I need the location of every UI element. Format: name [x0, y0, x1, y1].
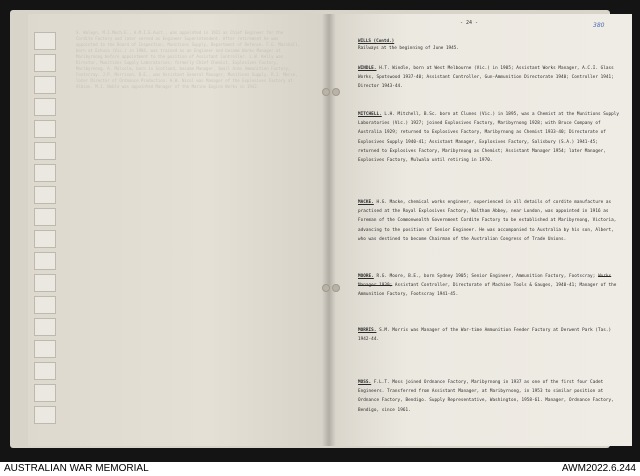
entry-name: MORRIS.	[358, 328, 377, 333]
continuation-header	[358, 38, 598, 52]
entry-name: MACKE.	[358, 200, 374, 205]
page-number: - 24 -	[460, 20, 479, 26]
entry-morris	[358, 326, 620, 344]
index-tab	[34, 230, 56, 248]
index-tab	[34, 252, 56, 270]
binding-gutter	[322, 14, 336, 446]
punch-hole	[322, 284, 330, 292]
entry-text: R.G. Moore, B.E., born Sydney 1905; Senior Engineer, Ammunition Factory, Footscray;	[376, 274, 596, 279]
index-tab	[34, 98, 56, 116]
entry-name: MITCHELL.	[358, 112, 382, 117]
index-tab	[34, 76, 56, 94]
punch-hole	[322, 88, 330, 96]
entry-text: L.H. Mitchell, B.Sc. born at Clunes (Vic.) in 1895, was a Chemist at the Munitions Supply Laboratories (Vic.) 1927; joined Explosives Factory, Maribyrnong 1928; with Bruce Company of Australia 1929; returned to Explosives Factory, Maribyrnong as Chemist 1933-40; Directorate of Explosives Supply 1940-41; Assistant Manager, Explosives Factory, Salisbury (S.A.) 1941-45; returned to Explosives Factory, Maribyrnong as Chemist; Assistant Manager 1954; later Manager, Explosives Factory, Mulwala until retiring in 1970.	[358, 112, 620, 164]
index-tab	[34, 318, 56, 336]
entry-text: H.G. Macke, chemical works engineer, experienced in all details of cordite manufacture as practised at the Royal Explosives Factory, Waltham Abbey, near London, was appointed in 1916 as Foreman of the Commonwealth Government Cordite Factory to be established at Maribyrnong, Victoria, advancing to the position of Senior Engineer. He was accompanied to Australia by his son, Albert, who was destined to become Chairman of the Australian Congress of Trade Unions.	[358, 200, 617, 242]
entry-name: MOORE.	[358, 274, 374, 279]
entry-name: MOSS.	[358, 380, 372, 385]
index-tab	[34, 296, 56, 314]
index-tab	[34, 274, 56, 292]
index-tab	[34, 406, 56, 424]
index-tab	[34, 362, 56, 380]
entry-mitchell	[358, 110, 620, 165]
punch-hole	[332, 284, 340, 292]
index-tab	[34, 384, 56, 402]
index-tab	[34, 164, 56, 182]
entry-text: Assistant Controller, Directorate of Machine Tools & Gauges, 1940-41; Manager of the Ammunition Factory, Footscray 1941-45.	[358, 283, 617, 298]
header-text: Railways at the beginning of June 1945.	[358, 46, 459, 52]
index-tab	[34, 120, 56, 138]
entry-struck-text: Works Manager 1939;	[358, 274, 612, 289]
index-tab	[34, 32, 56, 50]
archive-caption-bar	[0, 462, 640, 476]
index-tab	[34, 142, 56, 160]
entry-text: F.L.T. Moss joined Ordnance Factory, Maribyrnong in 1937 as one of the first four Cadet Engineers. Transferred from Assistant Manager, at Maribyrnong, in 1953 to similar position at Ordnance Factory, Bendigo. Supply Representative, Washington, 1958-61. Manager, Ordnance Factory, Bendigo, since 1961.	[358, 380, 614, 413]
index-tab	[34, 340, 56, 358]
entry-text: S.M. Morris was Manager of the War-time Ammunition Feeder Factory at Derwent Park (Tas.) 1942-44.	[358, 328, 612, 343]
punch-hole	[332, 88, 340, 96]
left-page-faded-text: S. Walwyn, M.I.Mech.E., A.M.I.E.Aust., was appointed in 1915 as Chief Engineer for the Cordite Factory and later served as Engineer Superintendent. After retirement he was appointed to the Board of Inspection, Munitions Supply, Department of Defence. F.G. Marshall, born at Echuca (Vic.) in 1904, was trained as an Engineer and became Works Manager at Maribyrnong before appointment to the position of Assistant Controller. L.W. Kelly was Director, Munitions Supply Laboratories; formerly Chief Chemist, Explosives Factory, Maribyrnong. A. Malcolm, born in Scotland, became Manager, Small Arms Ammunition Factory, Footscray. J.P. Morrison, B.E., was Assistant General Manager, Munitions Supply. R.J. Morse, later Director of Ordnance Production. H.W. Nicol was Manager of the Explosives Factory at Albion. M.J. Noble was appointed Manager of the Marine Engine Works in 1942.	[76, 30, 300, 89]
index-tab	[34, 208, 56, 226]
entry-moore	[358, 272, 620, 300]
accession-number: AWM2022.6.244	[561, 463, 636, 474]
index-tab	[34, 54, 56, 72]
archive-name: AUSTRALIAN WAR MEMORIAL	[4, 463, 149, 474]
header-name: WILLS (Contd.)	[358, 39, 395, 44]
entry-moss	[358, 378, 620, 415]
folio-stamp: 380	[593, 22, 605, 29]
index-tab	[34, 186, 56, 204]
entry-name: WINDLE.	[358, 66, 377, 71]
entry-text: H.T. Windle, born at West Melbourne (Vic.) in 1905; Assistant Works Manager, A.C.I. Glass Works, Spotswood 1937-40; Assistant Controller, Gun-Ammunition Directorate 1940; Controller 1941; Director 1943-44.	[358, 66, 614, 90]
entry-macke	[358, 198, 620, 244]
entry-windle	[358, 64, 620, 92]
